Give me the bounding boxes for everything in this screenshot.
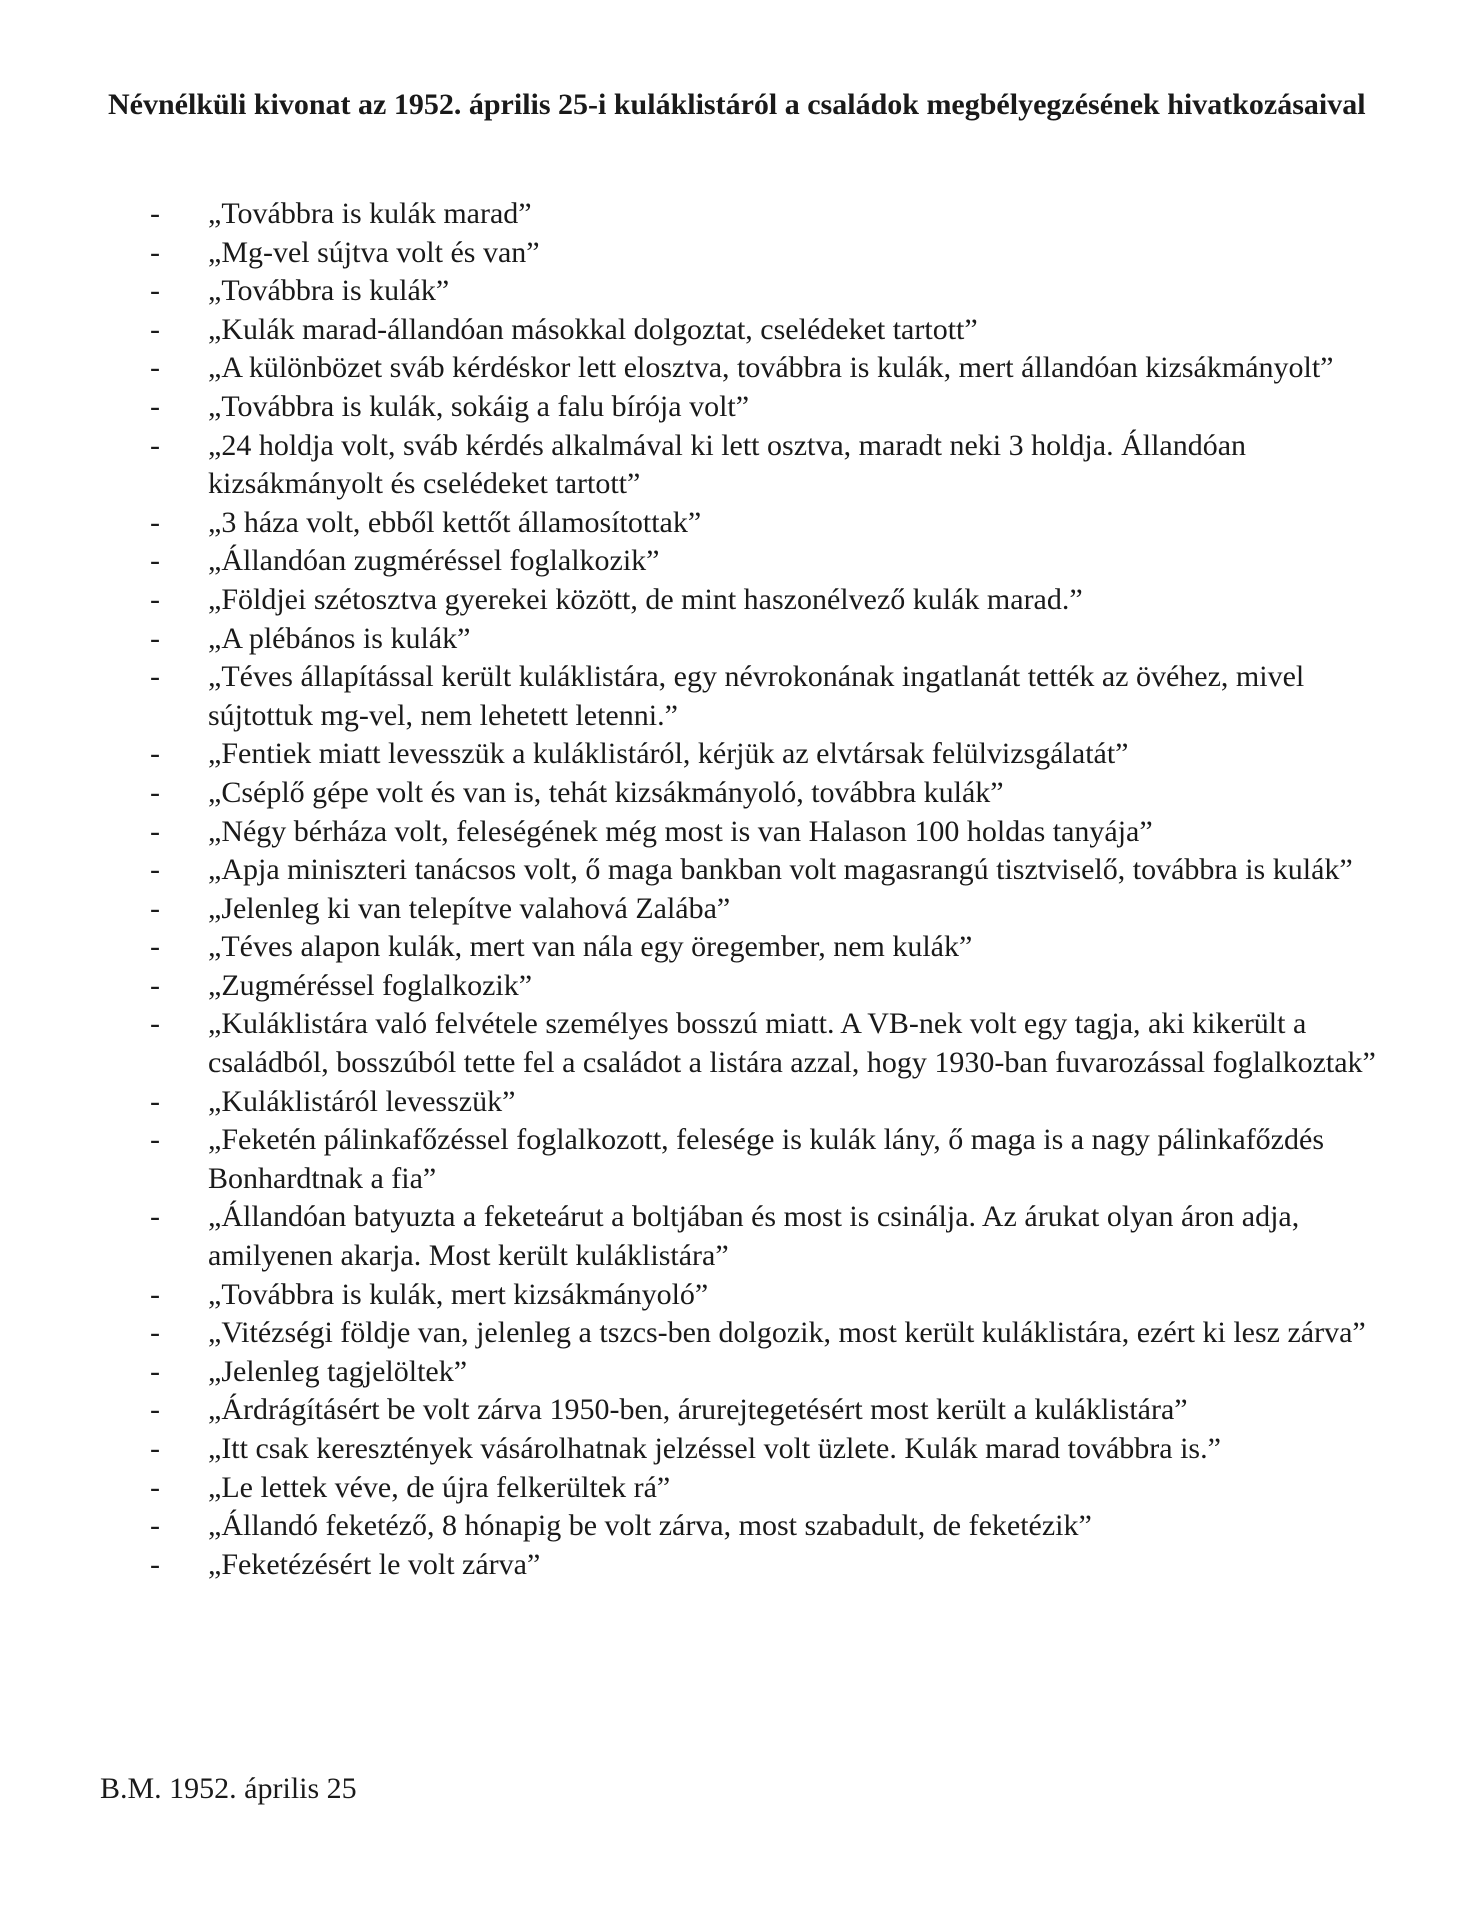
bullet-dash: - <box>150 389 160 423</box>
bullet-dash: - <box>150 1509 160 1543</box>
list-item-text: „Le lettek véve, de újra felkerültek rá” <box>208 1470 671 1504</box>
list-item-text: „Kuláklistára való felvétele személyes bosszú miatt. A VB-nek volt egy tagja, aki kikerült a családból, bosszúból tette fel a családot a listára azzal, hogy 1930-ban fuvarozással foglalkoztak” <box>208 1007 1376 1080</box>
bullet-dash: - <box>150 582 160 616</box>
bullet-dash: - <box>150 1470 160 1504</box>
bullet-dash: - <box>150 197 160 230</box>
list-item-text: „Továbbra is kulák, mert kizsákmányoló” <box>208 1277 709 1311</box>
quote-list <box>150 195 1380 1584</box>
list-item <box>150 658 1380 735</box>
list-item <box>150 349 1380 388</box>
list-item <box>150 1121 1380 1198</box>
list-item-text: „24 holdja volt, sváb kérdés alkalmával ki lett osztva, maradt neki 3 holdja. Állandóan kizsákmányolt és cselédeket tartott” <box>208 428 1247 501</box>
bullet-dash: - <box>150 1547 160 1581</box>
list-item <box>150 1276 1380 1315</box>
document-footer: B.M. 1952. április 25 <box>100 1772 357 1805</box>
list-item <box>150 311 1380 350</box>
bullet-dash: - <box>150 1123 160 1157</box>
list-item <box>150 620 1380 659</box>
list-item <box>150 890 1380 929</box>
list-item-text: „Jelenleg ki van telepítve valahová Zalába” <box>208 891 731 925</box>
list-item-text: „Továbbra is kulák, sokáig a falu bírója volt” <box>208 389 750 423</box>
list-item <box>150 928 1380 967</box>
list-item-text: „Apja miniszteri tanácsos volt, ő maga bankban volt magasrangú tisztviselő, továbbra is kulák” <box>208 853 1353 887</box>
bullet-dash: - <box>150 775 160 809</box>
bullet-dash: - <box>150 1277 160 1311</box>
list-item-text: „Továbbra is kulák marad” <box>208 197 532 230</box>
list-item <box>150 1353 1380 1392</box>
bullet-dash: - <box>150 1393 160 1427</box>
bullet-dash: - <box>150 814 160 848</box>
list-item <box>150 967 1380 1006</box>
list-item-text: „3 háza volt, ebből kettőt államosítottak” <box>208 505 702 539</box>
bullet-dash: - <box>150 312 160 346</box>
list-item <box>150 1314 1380 1353</box>
list-item <box>150 1507 1380 1546</box>
bullet-dash: - <box>150 853 160 887</box>
list-item-text: „Itt csak keresztények vásárolhatnak jelzéssel volt üzlete. Kulák marad továbbra is.” <box>208 1432 1221 1465</box>
list-item <box>150 272 1380 311</box>
list-item-text: „Jelenleg tagjelöltek” <box>208 1354 468 1388</box>
list-item-text: „Cséplő gépe volt és van is, tehát kizsákmányoló, továbbra kulák” <box>208 775 1004 809</box>
bullet-dash: - <box>150 1200 160 1234</box>
list-item-text: „Földjei szétosztva gyerekei között, de mint haszonélvező kulák marad.” <box>208 582 1083 616</box>
list-item-text: „Téves alapon kulák, mert van nála egy öregember, nem kulák” <box>208 930 973 964</box>
list-item <box>150 581 1380 620</box>
list-item <box>150 504 1380 543</box>
list-item-text: „Négy bérháza volt, feleségének még most is van Halason 100 holdas tanyája” <box>208 814 1153 848</box>
bullet-dash: - <box>150 274 160 308</box>
list-item <box>150 774 1380 813</box>
list-item-text: „Feketézésért le volt zárva” <box>208 1547 541 1581</box>
bullet-dash: - <box>150 1084 160 1118</box>
list-item <box>150 195 1380 234</box>
list-item <box>150 542 1380 581</box>
list-item-text: „Kuláklistáról levesszük” <box>208 1084 516 1118</box>
bullet-dash: - <box>150 891 160 925</box>
list-item-text: „Továbbra is kulák” <box>208 274 450 308</box>
list-item-text: „Kulák marad-állandóan másokkal dolgoztat, cselédeket tartott” <box>208 312 978 346</box>
list-item <box>150 1083 1380 1122</box>
document-title: Névnélküli kivonat az 1952. április 25-i kuláklistáról a családok megbélyegzésének hivatkozásaival <box>108 88 1366 121</box>
bullet-dash: - <box>150 930 160 964</box>
list-item-text: „Fentiek miatt levesszük a kuláklistáról, kérjük az elvtársak felülvizsgálatát” <box>208 737 1129 771</box>
list-item <box>150 1005 1380 1082</box>
list-item <box>150 427 1380 504</box>
list-item <box>150 234 1380 273</box>
bullet-dash: - <box>150 351 160 385</box>
list-item-text: „A különbözet sváb kérdéskor lett elosztva, továbbra is kulák, mert állandóan kizsákmányolt” <box>208 351 1334 385</box>
list-item-text: „Vitézségi földje van, jelenleg a tszcs-ben dolgozik, most került kuláklistára, ezért ki lesz zárva” <box>208 1316 1366 1350</box>
bullet-dash: - <box>150 1007 160 1041</box>
bullet-dash: - <box>150 235 160 269</box>
list-item-text: „Téves állapítással került kuláklistára, egy névrokonának ingatlanát tették az övéhez, mivel sújtottuk mg-vel, nem lehetett letenni.” <box>208 660 1305 732</box>
list-item-text: „Feketén pálinkafőzéssel foglalkozott, felesége is kulák lány, ő maga is a nagy pálinkafőzdés Bonhardtnak a fia” <box>208 1123 1324 1195</box>
list-item-text: „Árdrágításért be volt zárva 1950-ben, árurejtegetésért most került a kuláklistára” <box>208 1393 1188 1427</box>
list-item-text: „Állandóan batyuzta a feketeárut a boltjában és most is csinálja. Az árukat olyan áron adja, amilyenen akarja. Most került kuláklistára” <box>208 1200 1300 1273</box>
list-item-text: „Állandóan zugméréssel foglalkozik” <box>208 544 660 578</box>
bullet-dash: - <box>150 968 160 1002</box>
bullet-dash: - <box>150 621 160 655</box>
bullet-dash: - <box>150 505 160 539</box>
list-item-text: „Mg-vel sújtva volt és van” <box>208 235 540 269</box>
bullet-dash: - <box>150 1316 160 1350</box>
list-item <box>150 851 1380 890</box>
list-item <box>150 1391 1380 1430</box>
list-item <box>150 1198 1380 1275</box>
bullet-dash: - <box>150 737 160 771</box>
list-item <box>150 1469 1380 1508</box>
bullet-dash: - <box>150 1432 160 1465</box>
list-item-text: „A plébános is kulák” <box>208 621 471 655</box>
bullet-dash: - <box>150 428 160 462</box>
list-item <box>150 1546 1380 1585</box>
list-item <box>150 388 1380 427</box>
list-item <box>150 1430 1380 1469</box>
bullet-dash: - <box>150 660 160 694</box>
list-item-text: „Zugméréssel foglalkozik” <box>208 968 533 1002</box>
bullet-dash: - <box>150 1354 160 1388</box>
bullet-dash: - <box>150 544 160 578</box>
list-item-text: „Állandó feketéző, 8 hónapig be volt zárva, most szabadult, de feketézik” <box>208 1509 1092 1543</box>
list-item <box>150 735 1380 774</box>
list-item <box>150 813 1380 852</box>
